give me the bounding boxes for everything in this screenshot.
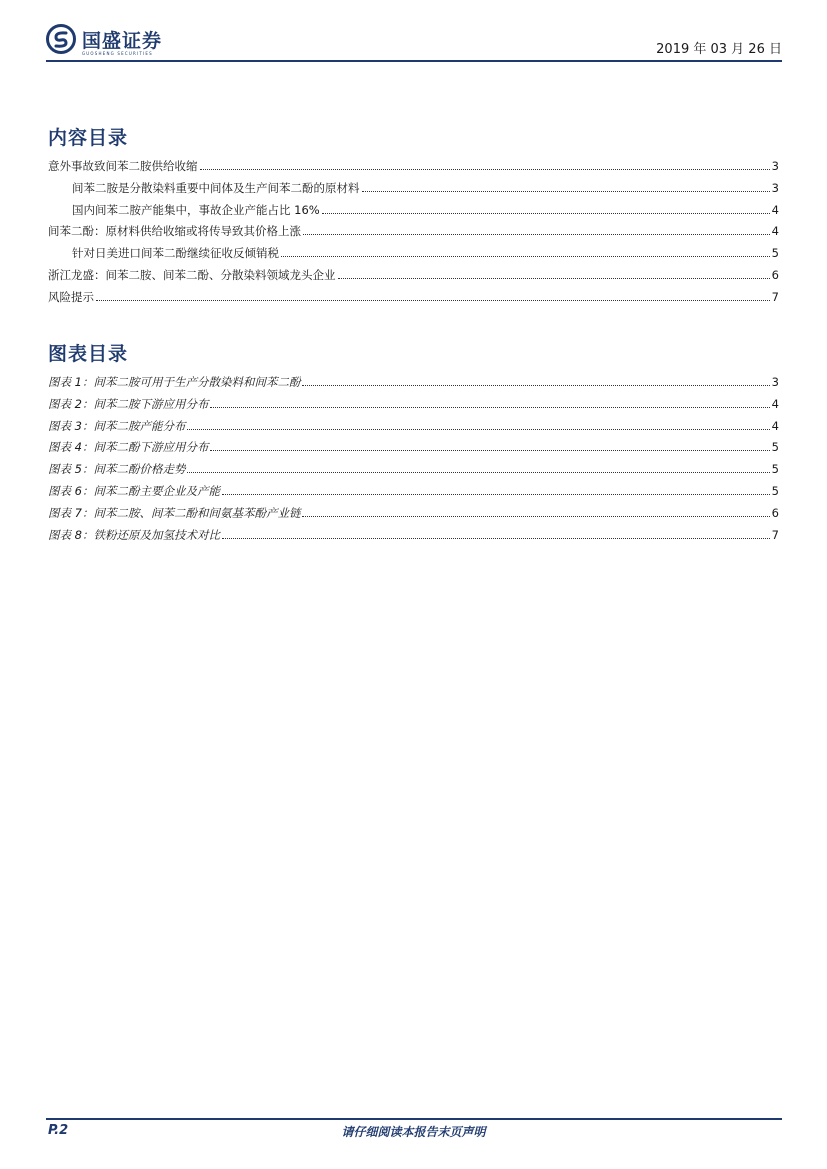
leader-dots <box>222 537 770 539</box>
figure-item-page: 4 <box>771 396 779 411</box>
leader-dots <box>303 233 770 235</box>
leader-dots <box>322 212 770 214</box>
figure-item-title: 图表 2：间苯二胺下游应用分布 <box>48 396 209 411</box>
figure-item-title: 图表 8：铁粉还原及加氢技术对比 <box>48 527 220 542</box>
toc-item-page: 3 <box>771 180 779 195</box>
toc-item-page: 4 <box>771 202 779 217</box>
toc-item-title: 风险提示 <box>48 289 94 304</box>
brand-subtitle: GUOSHENG SECURITIES <box>82 51 153 56</box>
header-divider <box>46 60 782 62</box>
figure-item-title: 图表 4：间苯二酚下游应用分布 <box>48 440 209 455</box>
figure-item-title: 图表 1：间苯二胺可用于生产分散染料和间苯二酚 <box>48 375 301 389</box>
leader-dots <box>210 406 769 408</box>
figure-item[interactable] <box>48 439 779 461</box>
figure-item-page: 3 <box>771 375 779 389</box>
toc-item-page: 6 <box>771 267 779 282</box>
toc-item-page: 3 <box>771 159 779 173</box>
footer-divider <box>46 1118 782 1120</box>
leader-dots <box>338 277 770 279</box>
figure-item-page: 5 <box>771 440 779 455</box>
figure-item-title: 图表 5：间苯二酚价格走势 <box>48 462 186 477</box>
figure-item[interactable] <box>48 374 779 396</box>
toc-item-page: 7 <box>771 289 779 304</box>
figure-item-page: 6 <box>771 505 779 520</box>
figure-item-title: 图表 6：间苯二酚主要企业及产能 <box>48 483 220 498</box>
figure-item[interactable] <box>48 505 779 527</box>
brand-name: 国盛证券 <box>82 30 163 52</box>
toc-item-title: 浙江龙盛：间苯二胺、间苯二酚、分散染料领域龙头企业 <box>48 267 336 282</box>
figure-item-page: 5 <box>771 483 779 498</box>
toc-item[interactable] <box>48 223 779 245</box>
figure-item-page: 4 <box>771 418 779 433</box>
figure-item-page: 5 <box>771 462 779 477</box>
page-header <box>46 24 782 62</box>
figure-item[interactable] <box>48 461 779 483</box>
leader-dots <box>210 449 769 451</box>
figure-item-page: 7 <box>771 527 779 542</box>
toc-item[interactable] <box>48 289 779 311</box>
figure-item[interactable] <box>48 396 779 418</box>
leader-dots <box>362 190 770 192</box>
figure-item-title: 图表 3：间苯二胺产能分布 <box>48 418 186 433</box>
toc-item[interactable] <box>48 267 779 289</box>
toc-item-title: 间苯二胺是分散染料重要中间体及生产间苯二酚的原材料 <box>72 180 360 195</box>
leader-dots <box>187 471 769 473</box>
toc-item[interactable] <box>48 245 779 267</box>
figures-title: 图表目录 <box>48 343 129 365</box>
toc-item[interactable] <box>48 158 779 180</box>
leader-dots <box>96 299 770 301</box>
toc-item-title: 间苯二酚：原材料供给收缩或将传导致其价格上涨 <box>48 224 301 239</box>
figure-item[interactable] <box>48 483 779 505</box>
toc-item[interactable] <box>48 202 779 224</box>
toc-item-title: 意外事故致间苯二胺供给收缩 <box>48 159 198 173</box>
figure-item-title: 图表 7：间苯二胺、间苯二酚和间氨基苯酚产业链 <box>48 505 301 520</box>
guosheng-logo-icon <box>46 24 76 54</box>
toc-item-page: 4 <box>771 224 779 239</box>
toc-item-title: 国内间苯二胺产能集中，事故企业产能占比 16% <box>72 202 320 217</box>
figures-list <box>48 374 779 548</box>
leader-dots <box>302 384 769 386</box>
figure-item[interactable] <box>48 527 779 549</box>
leader-dots <box>281 255 770 257</box>
leader-dots <box>187 428 769 430</box>
footer-disclaimer: 请仔细阅读本报告末页声明 <box>341 1125 486 1139</box>
toc-title: 内容目录 <box>48 127 129 149</box>
leader-dots <box>222 493 770 495</box>
toc-item-title: 针对日美进口间苯二酚继续征收反倾销税 <box>72 246 279 261</box>
toc-item[interactable] <box>48 180 779 202</box>
toc-list <box>48 158 779 311</box>
leader-dots <box>302 515 769 517</box>
page-number: P.2 <box>48 1123 69 1138</box>
figure-item[interactable] <box>48 418 779 440</box>
leader-dots <box>200 168 770 170</box>
report-date: 2019 年 03 月 26 日 <box>656 42 782 57</box>
toc-item-page: 5 <box>771 246 779 261</box>
